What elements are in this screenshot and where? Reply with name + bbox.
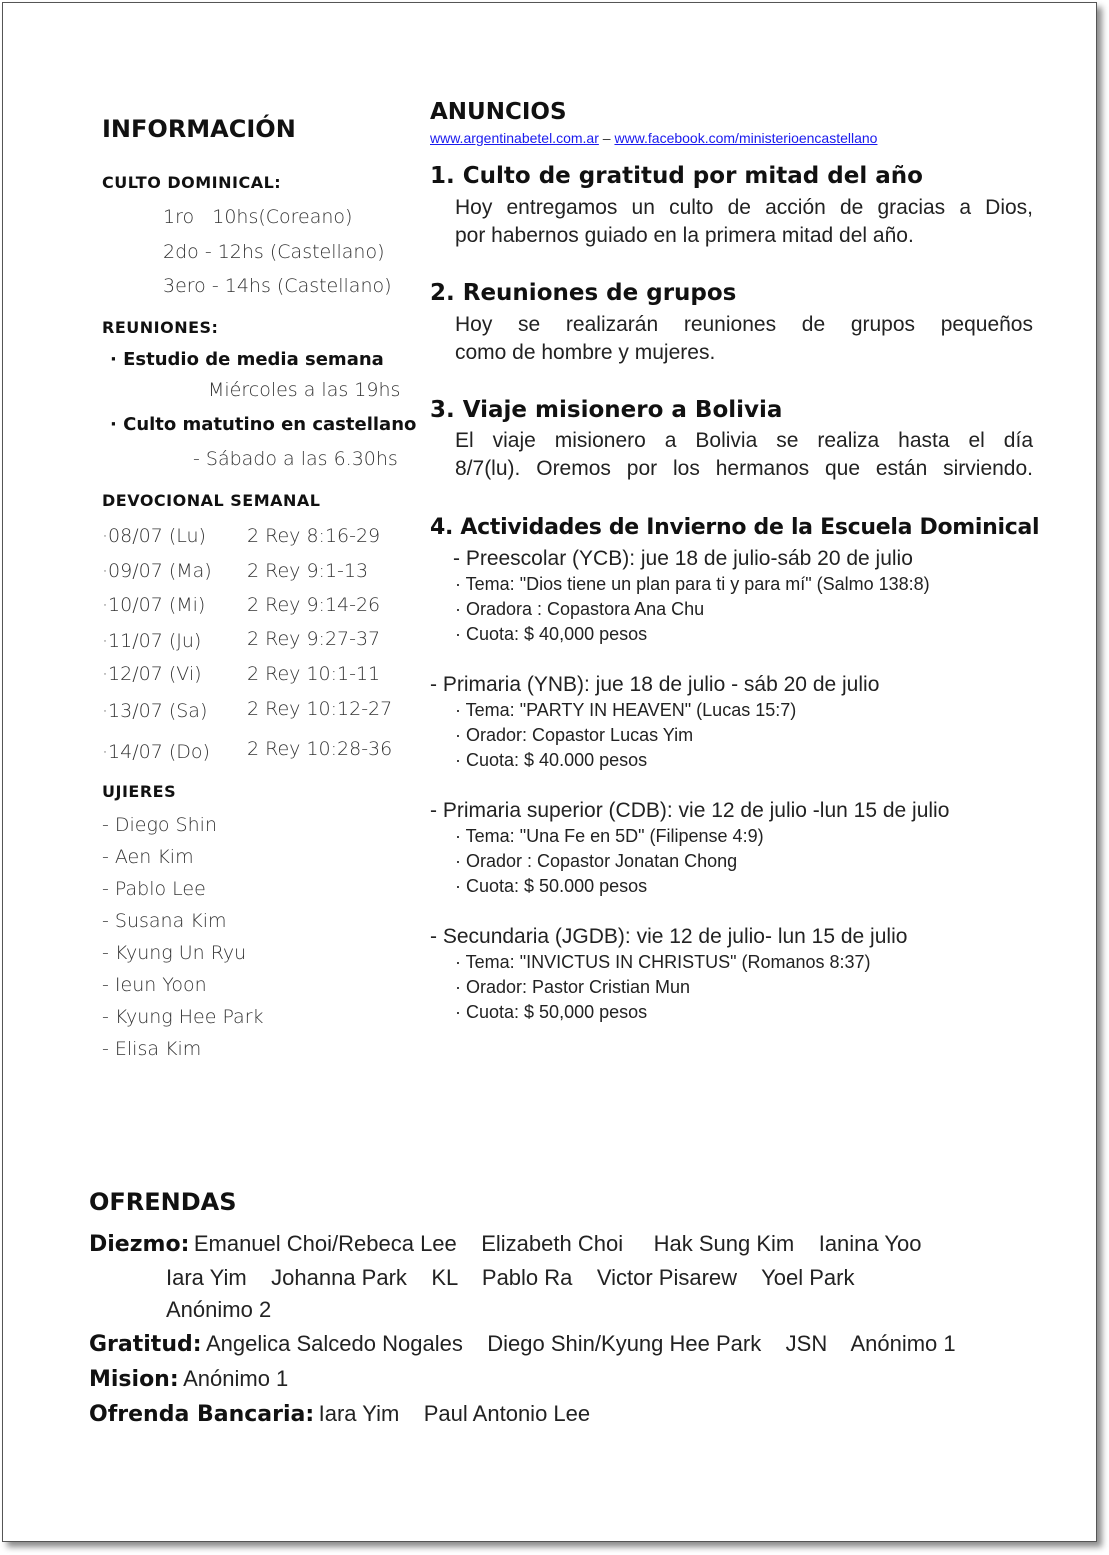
announcement-line: como de hombre y mujeres. bbox=[455, 341, 716, 364]
announcement-line: Hoy se realizarán reuniones de grupos pequeños bbox=[455, 313, 1033, 336]
ujier-name: - Susana Kim bbox=[102, 910, 227, 932]
info-title: INFORMACIÓN bbox=[102, 115, 296, 143]
announcement-line: por habernos guiado en la primera mitad del año. bbox=[455, 224, 914, 247]
reuniones-heading: REUNIONES: bbox=[102, 318, 219, 337]
activity-bullet: · Cuota: $ 40,000 pesos bbox=[455, 624, 648, 644]
activity-bullet: · Orador: Copastor Lucas Yim bbox=[455, 725, 694, 745]
activity-bullet: · Tema: "Dios tiene un plan para ti y para mí" (Salmo 138:8) bbox=[455, 574, 930, 594]
links-line bbox=[430, 130, 877, 148]
ujier-name: - Pablo Lee bbox=[102, 878, 206, 900]
bulletin-page bbox=[2, 2, 1097, 1542]
activity-bullet: · Tema: "Una Fe en 5D" (Filipense 4:9) bbox=[455, 826, 764, 846]
gratitud-line bbox=[89, 1331, 956, 1357]
diezmo-names: Emanuel Choi/Rebeca Lee Elizabeth Choi Hak Sung Kim Ianina Yoo bbox=[193, 1231, 922, 1256]
announcement-title: 3. Viaje misionero a Bolivia bbox=[430, 397, 783, 423]
diezmo-names: Iara Yim Johanna Park KL Pablo Ra Victor Pisarew Yoel Park bbox=[166, 1265, 855, 1290]
ujier-name: - Diego Shin bbox=[102, 814, 217, 836]
announcement-line: El viaje misionero a Bolivia se realiza hasta el día bbox=[455, 429, 1033, 452]
ujier-name: - Elisa Kim bbox=[102, 1038, 202, 1060]
website-link[interactable]: www.argentinabetel.com.ar bbox=[430, 130, 599, 146]
ujier-name: - Kyung Un Ryu bbox=[102, 942, 247, 964]
devocional-date: ·13/07 (Sa) bbox=[102, 700, 208, 722]
mision-label: Mision: bbox=[89, 1367, 179, 1392]
diezmo-line bbox=[89, 1231, 922, 1257]
devocional-ref: 2 Rey 9:27-37 bbox=[247, 628, 381, 650]
activity-bullet: · Orador: Pastor Cristian Mun bbox=[455, 977, 691, 997]
devocional-date: ·12/07 (Vi) bbox=[102, 663, 202, 685]
ujieres-heading: UJIERES bbox=[102, 782, 177, 801]
activity-heading: - Preescolar (YCB): jue 18 de julio-sáb 20 de julio bbox=[453, 547, 913, 570]
ofrendas-title: OFRENDAS bbox=[89, 1188, 237, 1216]
ujier-name: - Ieun Yoon bbox=[102, 974, 207, 996]
anuncios-title: ANUNCIOS bbox=[430, 99, 567, 125]
reunion-time: Miércoles a las 19hs bbox=[208, 379, 401, 401]
reunion-time: - Sábado a las 6.30hs bbox=[193, 448, 398, 470]
diezmo-label: Diezmo: bbox=[89, 1232, 190, 1257]
devocional-ref: 2 Rey 9:14-26 bbox=[247, 594, 381, 616]
activity-bullet: · Cuota: $ 50,000 pesos bbox=[455, 1002, 648, 1022]
gratitud-names: Angelica Salcedo Nogales Diego Shin/Kyung Hee Park JSN Anónimo 1 bbox=[206, 1331, 956, 1356]
announcement-line: 8/7(lu). Oremos por los hermanos que están sirviendo. bbox=[455, 457, 1033, 480]
bancaria-label: Ofrenda Bancaria: bbox=[89, 1402, 315, 1427]
activity-bullet: · Cuota: $ 50.000 pesos bbox=[455, 876, 648, 896]
culto-line: 3ero - 14hs (Castellano) bbox=[163, 275, 392, 297]
culto-line: 2do - 12hs (Castellano) bbox=[163, 241, 385, 263]
activity-heading: - Secundaria (JGDB): vie 12 de julio- lun 15 de julio bbox=[430, 925, 908, 948]
announcement-title: 2. Reuniones de grupos bbox=[430, 280, 737, 306]
devocional-ref: 2 Rey 8:16-29 bbox=[247, 525, 381, 547]
devocional-ref: 2 Rey 10:1-11 bbox=[247, 663, 381, 685]
announcement-line: Hoy entregamos un culto de acción de gracias a Dios, bbox=[455, 196, 1033, 219]
activity-bullet: · Cuota: $ 40.000 pesos bbox=[455, 750, 648, 770]
announcement-title: 4. Actividades de Invierno de la Escuela Dominical bbox=[430, 515, 1040, 540]
reunion-name: · Culto matutino en castellano bbox=[110, 414, 417, 435]
devocional-date: ·10/07 (Mi) bbox=[102, 594, 206, 616]
culto-heading: CULTO DOMINICAL: bbox=[102, 173, 282, 192]
bancaria-names: Iara Yim Paul Antonio Lee bbox=[318, 1401, 591, 1426]
activity-heading: - Primaria superior (CDB): vie 12 de julio -lun 15 de julio bbox=[430, 799, 950, 822]
activity-bullet: · Tema: "PARTY IN HEAVEN" (Lucas 15:7) bbox=[455, 700, 797, 720]
devocional-ref: 2 Rey 10:28-36 bbox=[247, 738, 393, 760]
link-separator: – bbox=[598, 130, 615, 146]
activity-bullet: · Tema: "INVICTUS IN CHRISTUS" (Romanos 8:37) bbox=[455, 952, 871, 972]
reunion-name: · Estudio de media semana bbox=[110, 349, 384, 370]
devocional-ref: 2 Rey 10:12-27 bbox=[247, 698, 393, 720]
mision-names: Anónimo 1 bbox=[183, 1366, 289, 1391]
ujier-name: - Kyung Hee Park bbox=[102, 1006, 264, 1028]
bancaria-line bbox=[89, 1401, 590, 1427]
diezmo-names: Anónimo 2 bbox=[166, 1297, 272, 1322]
culto-line: 1ro 10hs(Coreano) bbox=[163, 206, 353, 228]
activity-bullet: · Oradora : Copastora Ana Chu bbox=[455, 599, 705, 619]
activity-bullet: · Orador : Copastor Jonatan Chong bbox=[455, 851, 738, 871]
devocional-ref: 2 Rey 9:1-13 bbox=[247, 560, 369, 582]
devocional-date: ·11/07 (Ju) bbox=[102, 630, 202, 652]
devocional-heading: DEVOCIONAL SEMANAL bbox=[102, 491, 321, 510]
devocional-date: ·09/07 (Ma) bbox=[102, 560, 212, 582]
ujier-name: - Aen Kim bbox=[102, 846, 194, 868]
announcement-title: 1. Culto de gratitud por mitad del año bbox=[430, 163, 923, 189]
activity-heading: - Primaria (YNB): jue 18 de julio - sáb 20 de julio bbox=[430, 673, 880, 696]
devocional-date: ·14/07 (Do) bbox=[102, 741, 210, 763]
gratitud-label: Gratitud: bbox=[89, 1332, 202, 1357]
devocional-date: ·08/07 (Lu) bbox=[102, 525, 206, 547]
facebook-link[interactable]: www.facebook.com/ministerioencastellano bbox=[614, 130, 878, 146]
mision-line bbox=[89, 1366, 288, 1392]
